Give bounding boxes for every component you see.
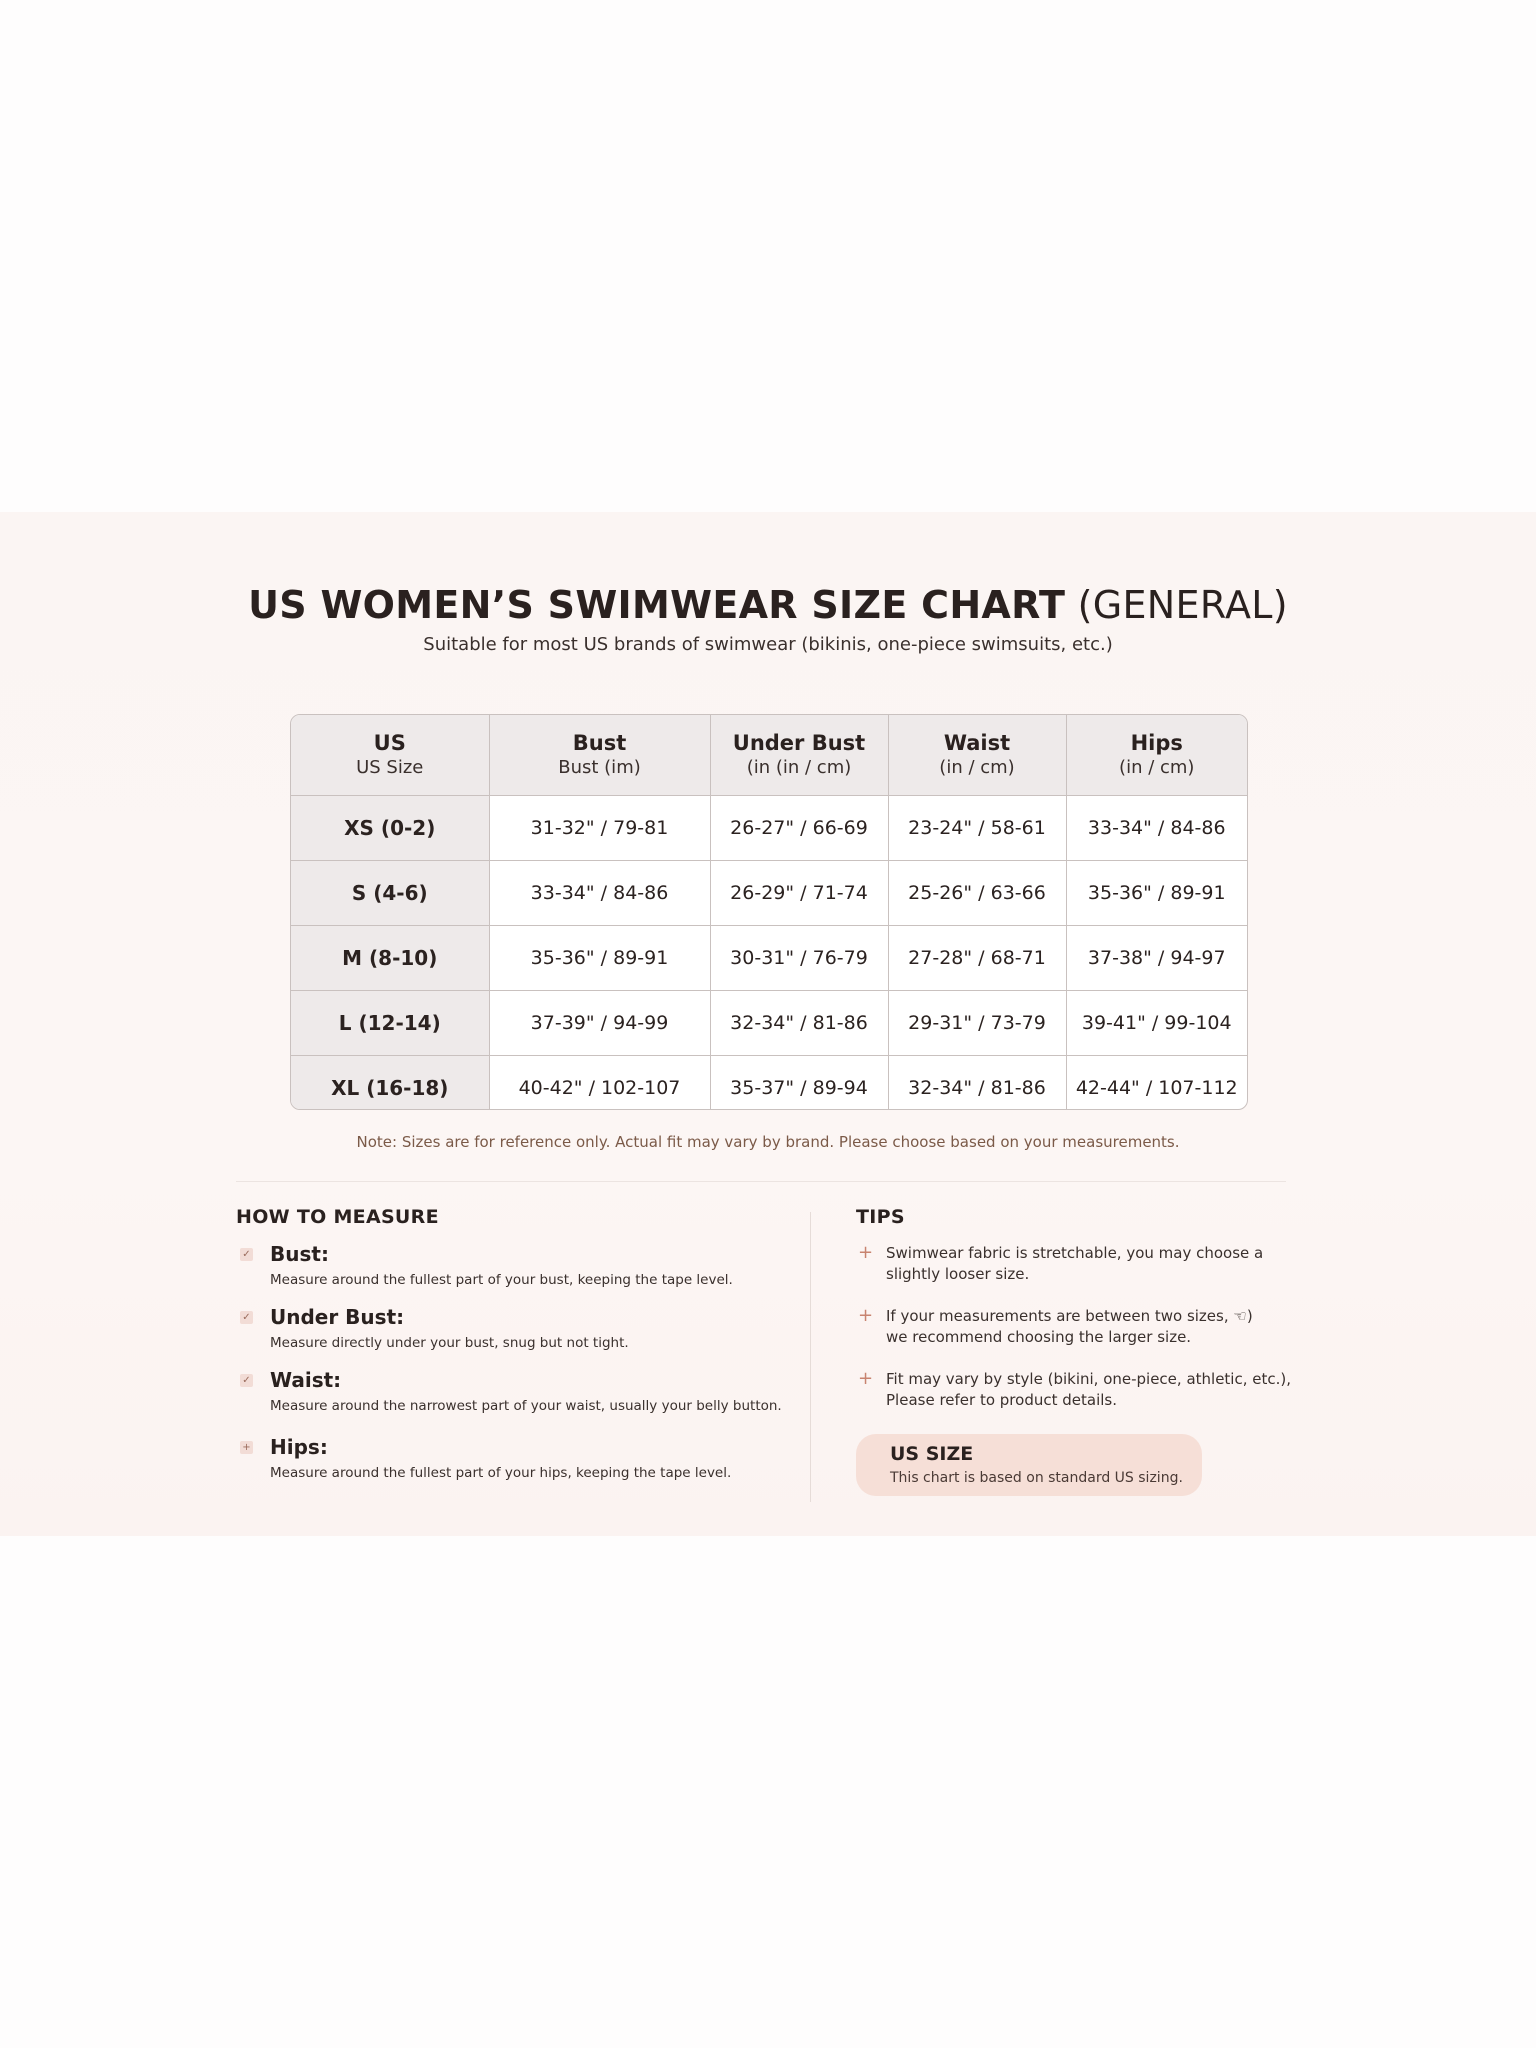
tip-line: we recommend choosing the larger size. <box>886 1328 1192 1346</box>
cell-waist: 32-34" / 81-86 <box>888 1056 1066 1111</box>
plus-icon: + <box>240 1441 253 1454</box>
header-waist-sub: (in / cm) <box>939 757 1015 778</box>
cell-size: XL (16-18) <box>291 1056 489 1111</box>
page-title <box>0 582 1536 628</box>
header-under-bust <box>710 715 888 796</box>
table-row <box>291 861 1247 926</box>
reference-note: Note: Sizes are for reference only. Actual fit may vary by brand. Please choose based on your measurements. <box>356 1133 1180 1151</box>
cell-bust: 37-39" / 94-99 <box>489 991 710 1056</box>
tips-title: TIPS <box>856 1206 905 1228</box>
header-under-bust-main: Under Bust <box>732 731 866 755</box>
header-hips-main: Hips <box>1130 731 1183 755</box>
tip-text <box>886 1306 1253 1348</box>
badge-title: US SIZE <box>890 1443 974 1465</box>
badge-text: This chart is based on standard US sizing. <box>890 1470 1183 1486</box>
cell-waist: 23-24" / 58-61 <box>888 796 1066 861</box>
us-size-badge <box>856 1434 1202 1496</box>
tip-line: Please refer to product details. <box>886 1391 1117 1409</box>
measure-desc: Measure around the fullest part of your hips, keeping the tape level. <box>270 1465 732 1481</box>
check-icon: ✓ <box>240 1374 253 1387</box>
size-chart-panel <box>0 512 1536 1536</box>
header-hips <box>1066 715 1247 796</box>
cell-hips: 39-41" / 99-104 <box>1066 991 1247 1056</box>
header-us-main: US <box>373 731 406 755</box>
header-bust-sub: Bust (im) <box>558 757 641 778</box>
plus-icon: + <box>858 1305 874 1326</box>
table-row <box>291 991 1247 1056</box>
cell-under-bust: 30-31" / 76-79 <box>710 926 888 991</box>
cell-bust: 35-36" / 89-91 <box>489 926 710 991</box>
header-waist-main: Waist <box>943 731 1011 755</box>
tip-text <box>886 1243 1263 1285</box>
plus-icon: + <box>858 1242 874 1263</box>
table-row <box>291 926 1247 991</box>
plus-icon: + <box>858 1368 874 1389</box>
measure-label: Waist: <box>270 1368 342 1392</box>
cell-hips: 33-34" / 84-86 <box>1066 796 1247 861</box>
header-waist <box>888 715 1066 796</box>
cell-hips: 37-38" / 94-97 <box>1066 926 1247 991</box>
cell-under-bust: 35-37" / 89-94 <box>710 1056 888 1111</box>
tip-line: Fit may vary by style (bikini, one-piece, athletic, etc.), <box>886 1370 1291 1388</box>
cell-waist: 29-31" / 73-79 <box>888 991 1066 1056</box>
measure-label: Hips: <box>270 1435 328 1459</box>
measure-label: Bust: <box>270 1242 329 1266</box>
cell-size: XS (0-2) <box>291 796 489 861</box>
cell-waist: 27-28" / 68-71 <box>888 926 1066 991</box>
how-to-measure-title: HOW TO MEASURE <box>236 1206 439 1228</box>
header-us <box>291 715 489 796</box>
header-bust-main: Bust <box>572 731 627 755</box>
size-table <box>290 714 1248 1110</box>
cell-hips: 42-44" / 107-112 <box>1066 1056 1247 1111</box>
cell-bust: 31-32" / 79-81 <box>489 796 710 861</box>
tip-line: If your measurements are between two sizes, ☜) <box>886 1307 1253 1325</box>
cell-hips: 35-36" / 89-91 <box>1066 861 1247 926</box>
cell-bust: 40-42" / 102-107 <box>489 1056 710 1111</box>
table-header-row <box>291 715 1247 796</box>
measure-label: Under Bust: <box>270 1305 405 1329</box>
page-subtitle: Suitable for most US brands of swimwear (bikinis, one-piece swimsuits, etc.) <box>423 634 1113 655</box>
cell-waist: 25-26" / 63-66 <box>888 861 1066 926</box>
cell-under-bust: 26-27" / 66-69 <box>710 796 888 861</box>
table-row <box>291 1056 1247 1111</box>
header-us-sub: US Size <box>356 757 424 778</box>
header-hips-sub: (in / cm) <box>1119 757 1195 778</box>
cell-size: L (12-14) <box>291 991 489 1056</box>
cell-under-bust: 32-34" / 81-86 <box>710 991 888 1056</box>
check-icon: ✓ <box>240 1248 253 1261</box>
tip-line: Swimwear fabric is stretchable, you may choose a <box>886 1244 1264 1262</box>
cell-under-bust: 26-29" / 71-74 <box>710 861 888 926</box>
measure-desc: Measure around the fullest part of your bust, keeping the tape level. <box>270 1272 733 1288</box>
measure-desc: Measure directly under your bust, snug but not tight. <box>270 1335 629 1351</box>
title-paren: (GENERAL) <box>1077 583 1288 627</box>
cell-size: M (8-10) <box>291 926 489 991</box>
tip-text <box>886 1369 1291 1411</box>
header-bust <box>489 715 710 796</box>
table-row <box>291 796 1247 861</box>
tip-line: slightly looser size. <box>886 1265 1030 1283</box>
check-icon: ✓ <box>240 1311 253 1324</box>
header-under-bust-sub: (in (in / cm) <box>746 757 852 778</box>
column-divider <box>810 1212 811 1502</box>
measure-desc: Measure around the narrowest part of your waist, usually your belly button. <box>270 1398 782 1414</box>
title-main: US WOMEN’S SWIMWEAR SIZE CHART <box>248 583 1066 627</box>
section-divider <box>236 1181 1286 1182</box>
cell-size: S (4-6) <box>291 861 489 926</box>
cell-bust: 33-34" / 84-86 <box>489 861 710 926</box>
